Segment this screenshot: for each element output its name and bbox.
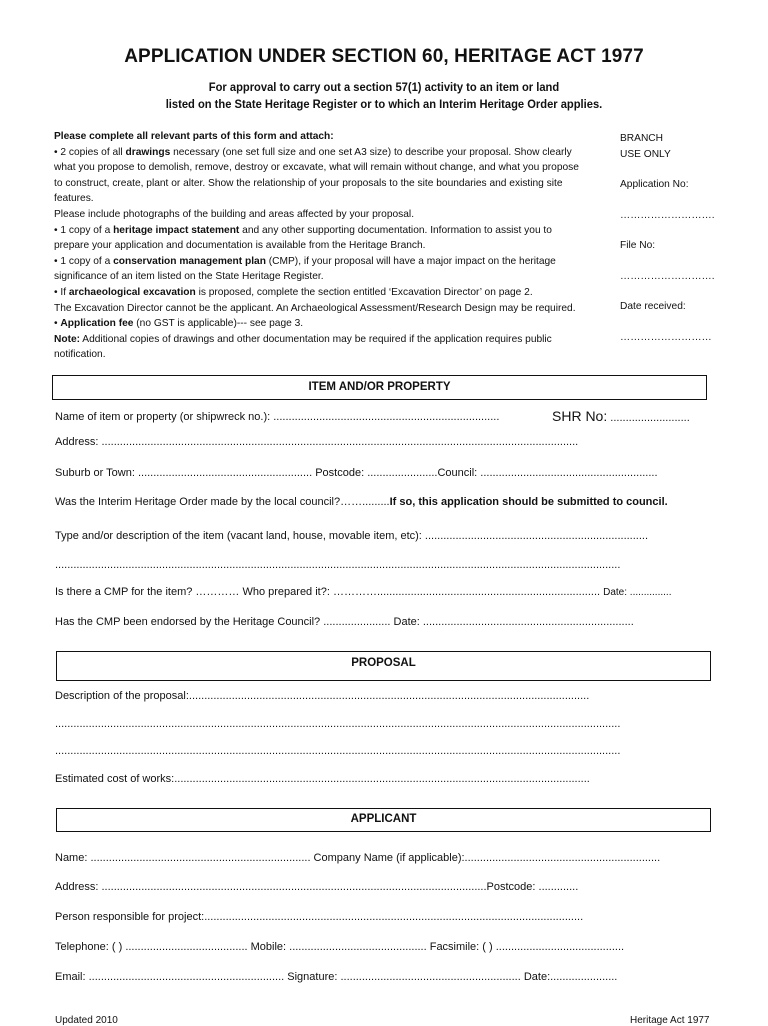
photos-note: Please include photographs of the building and areas affected by your proposal. (54, 208, 415, 220)
subtitle-line-1: For approval to carry out a section 57(1) activity to an item or land (208, 80, 560, 94)
cmp-question-field[interactable]: Is there a CMP for the item? ………… Who prepared it?: …………......................................................................... Date: ............... (55, 586, 672, 598)
telephone-field[interactable]: Telephone: ( ) ........................................ Mobile: ............................................. Facsimile: ( ) .......................................... (55, 941, 625, 953)
proposal-line-3[interactable]: ......................................................................................................................................................................................... (55, 745, 621, 757)
item-type-line-2[interactable]: ......................................................................................................................................................................................... (55, 559, 621, 571)
application-no-label: Application No: (620, 179, 689, 190)
file-no-label: File No: (620, 240, 656, 251)
applicant-name-field[interactable]: Name: ........................................................................ Company Name (if applicable):................................................................ (55, 852, 661, 864)
address-field[interactable]: Address: ............................................................................................................................................................ (55, 436, 579, 448)
cmp-endorsed-field[interactable]: Has the CMP been endorsed by the Heritage Council? ...................... Date: ..................................................................... (55, 616, 634, 628)
arch-line-2: The Excavation Director cannot be the applicant. An Archaeological Assessment/Research Design may be required. (54, 302, 576, 314)
item-name-field[interactable]: Name of item or property (or shipwreck no.): .......................................................................... (55, 411, 500, 423)
his-item: • 1 copy of a heritage impact statement and any other supporting documentation. Information to assist you to (54, 224, 552, 236)
proposal-description-field[interactable]: Description of the proposal:................................................................................................................................... (55, 690, 590, 702)
interim-heritage-order-field[interactable]: Was the Interim Heritage Order made by the local council?…….........If so, this application should be submitted to council. (55, 496, 668, 508)
his-line-2: prepare your application and documentation is available from the Heritage Branch. (54, 240, 426, 252)
council-note: If so, this application should be submitted to council. (389, 496, 668, 508)
subtitle-line-2: listed on the State Heritage Register or to which an Interim Heritage Order applies. (165, 97, 603, 111)
proposal-line-2[interactable]: ......................................................................................................................................................................................... (55, 718, 621, 730)
person-responsible-field[interactable]: Person responsible for project:............................................................................................................................ (55, 911, 584, 923)
application-no-field[interactable]: ………………………. (620, 210, 715, 221)
date-received-field[interactable]: ……………………… (620, 332, 712, 343)
applicant-address-field[interactable]: Address: ..............................................................................................................................Postcode: ............. (55, 881, 579, 893)
item-type-field[interactable]: Type and/or description of the item (vacant land, house, movable item, etc): ......................................................................... (55, 530, 649, 542)
branch-label: BRANCH (620, 133, 664, 144)
instructions-heading: Please complete all relevant parts of this form and attach: (54, 131, 334, 142)
suburb-postcode-council-field[interactable]: Suburb or Town: ......................................................... Postcode: .......................Council: .......................................................... (55, 467, 658, 479)
drawings-line-4: features. (54, 193, 94, 205)
drawings-line-3: to construct, create, plant or alter. Show the relationship of your proposals to the site boundaries and existing site (54, 177, 563, 189)
file-no-field[interactable]: ………………………. (620, 271, 715, 282)
fee-item: • Application fee (no GST is applicable)--- see page 3. (54, 318, 304, 330)
drawings-item: • 2 copies of all drawings necessary (one set full size and one set A3 size) to describe your proposal. Show clearly (54, 146, 572, 158)
footer-act: Heritage Act 1977 (630, 1015, 710, 1026)
section-item-property (52, 375, 707, 400)
date-received-label: Date received: (620, 301, 686, 312)
section-applicant (56, 808, 711, 832)
estimated-cost-field[interactable]: Estimated cost of works:........................................................................................................................................ (55, 773, 590, 785)
cmp-item: • 1 copy of a conservation management plan (CMP), if your proposal will have a major impact on the heritage (54, 255, 556, 267)
section-proposal (56, 651, 711, 681)
section-applicant-label: APPLICANT (350, 813, 417, 825)
note-item: Note: Additional copies of drawings and other documentation may be required if the application requires public (54, 333, 552, 345)
arch-item: • If archaeological excavation is proposed, complete the section entitled ‘Excavation Director’ on page 2. (54, 286, 533, 298)
instructions-block (54, 129, 614, 363)
note-line-2: notification. (54, 349, 106, 361)
drawings-line-2: what you propose to demolish, remove, destroy or excavate, what will remain without change, and what you propose (54, 162, 579, 174)
section-item-property-label: ITEM AND/OR PROPERTY (308, 381, 451, 393)
cmp-line-2: significance of an item listed on the State Heritage Register. (54, 271, 324, 283)
branch-use-only: USE ONLY (620, 149, 671, 160)
page-title: APPLICATION UNDER SECTION 60, HERITAGE ACT 1977 (124, 46, 644, 67)
email-signature-field[interactable]: Email: ................................................................ Signature: ........................................................... Date:...................... (55, 971, 618, 983)
shr-no-field[interactable]: SHR No: .......................... (552, 408, 690, 424)
section-proposal-label: PROPOSAL (351, 657, 416, 669)
footer-updated: Updated 2010 (55, 1015, 118, 1026)
